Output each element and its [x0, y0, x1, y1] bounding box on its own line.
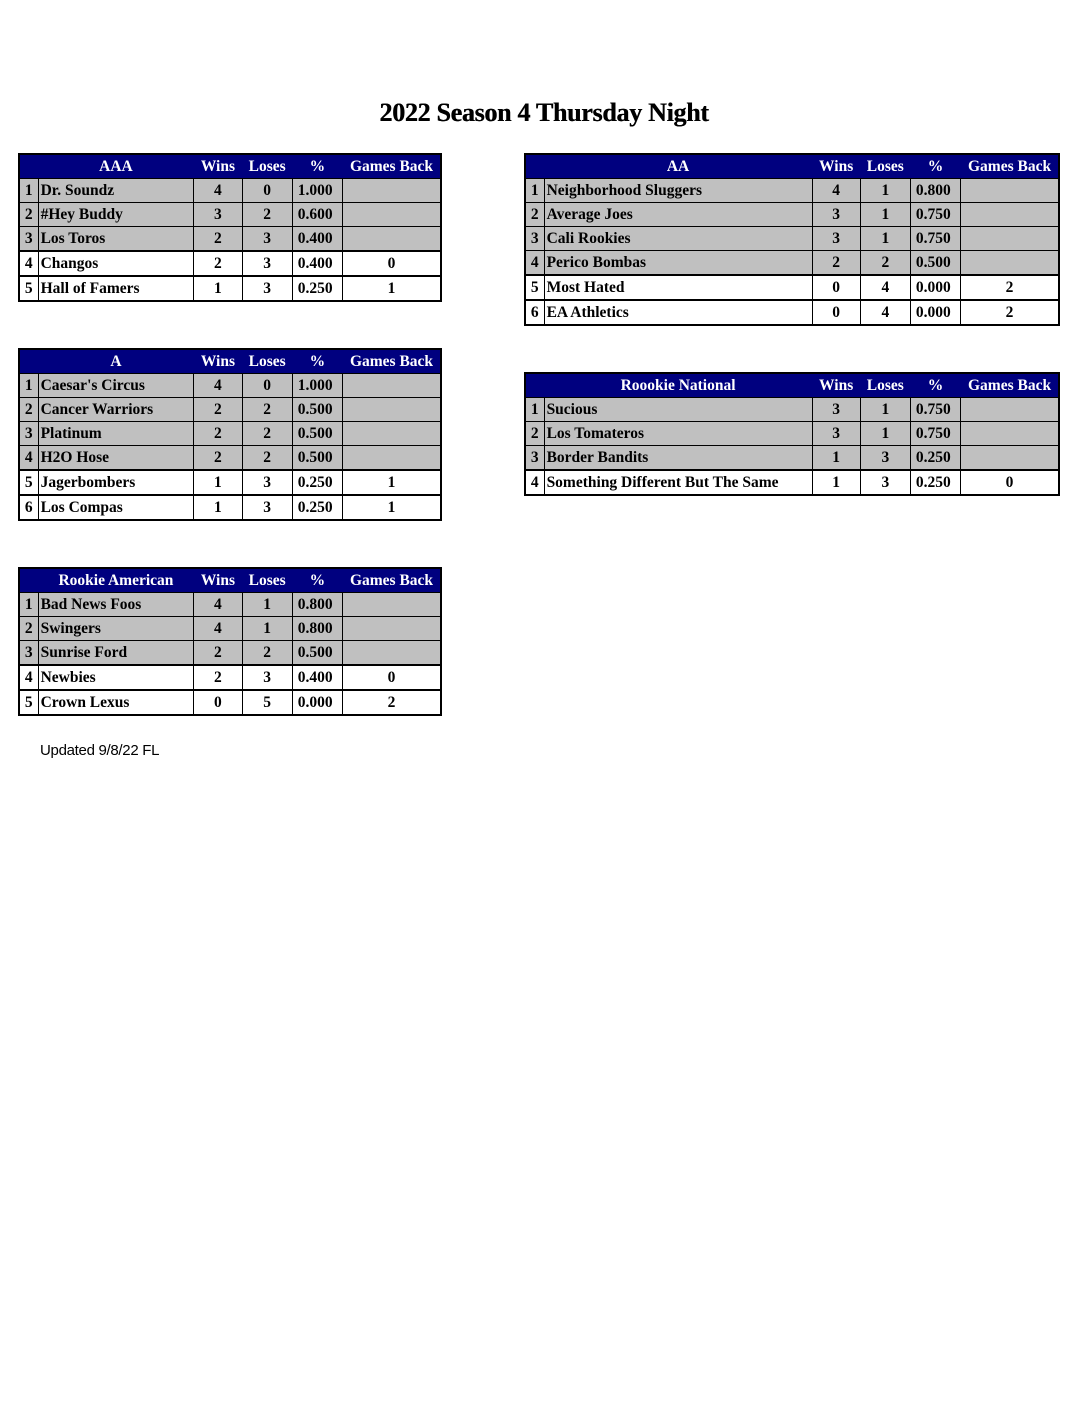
table-row: [525, 422, 1059, 446]
team-name-cell: #Hey Buddy: [38, 203, 194, 227]
pct-cell: 0.400: [292, 251, 342, 276]
standings-table-rookie-national: [524, 372, 1060, 496]
table-row: [19, 446, 441, 471]
pct-cell: 0.800: [292, 617, 342, 641]
wins-cell: 2: [194, 398, 242, 422]
rank-cell: 3: [525, 227, 544, 251]
pct-header: %: [292, 154, 342, 179]
loses-cell: 2: [242, 446, 292, 471]
wins-cell: 2: [194, 251, 242, 276]
rank-cell: 5: [525, 275, 544, 300]
games-back-cell: 1: [343, 470, 442, 495]
wins-cell: 2: [194, 641, 242, 666]
rank-cell: 4: [19, 446, 38, 471]
team-name-cell: Swingers: [38, 617, 194, 641]
pct-cell: 0.500: [292, 641, 342, 666]
loses-cell: 2: [242, 641, 292, 666]
table-row: [19, 227, 441, 252]
games-back-cell: [343, 179, 442, 203]
rank-header: [19, 349, 38, 374]
table-header-row: [525, 154, 1059, 179]
loses-header: Loses: [242, 568, 292, 593]
pct-cell: 0.800: [910, 179, 960, 203]
team-name-cell: Sunrise Ford: [38, 641, 194, 666]
team-name-cell: Crown Lexus: [38, 690, 194, 715]
games-back-cell: [961, 422, 1059, 446]
wins-cell: 4: [194, 617, 242, 641]
games-back-cell: [961, 398, 1059, 422]
table-row: [19, 495, 441, 520]
wins-header: Wins: [194, 154, 242, 179]
wins-cell: 3: [194, 203, 242, 227]
loses-cell: 2: [242, 203, 292, 227]
loses-cell: 0: [242, 179, 292, 203]
pct-cell: 0.250: [292, 276, 342, 301]
division-name: Roookie National: [544, 373, 812, 398]
team-name-cell: Caesar's Circus: [38, 374, 194, 398]
pct-cell: 0.750: [910, 398, 960, 422]
rank-cell: 5: [19, 276, 38, 301]
rank-cell: 4: [525, 251, 544, 276]
loses-cell: 2: [242, 398, 292, 422]
wins-cell: 0: [812, 275, 860, 300]
table-row: [525, 179, 1059, 203]
rank-cell: 2: [525, 203, 544, 227]
standings-table-aa: [524, 153, 1060, 326]
pct-header: %: [910, 154, 960, 179]
games-back-cell: [961, 227, 1059, 251]
pct-cell: 0.400: [292, 665, 342, 690]
team-name-cell: Los Toros: [38, 227, 194, 252]
loses-cell: 2: [860, 251, 910, 276]
rank-cell: 2: [19, 398, 38, 422]
wins-header: Wins: [194, 568, 242, 593]
table-row: [19, 593, 441, 617]
wins-cell: 1: [812, 470, 860, 495]
wins-cell: 2: [194, 665, 242, 690]
rank-cell: 1: [19, 179, 38, 203]
games-back-header: Games Back: [343, 154, 442, 179]
games-back-cell: 1: [343, 276, 442, 301]
division-name: AAA: [38, 154, 194, 179]
rank-cell: 1: [525, 398, 544, 422]
table-header-row: [19, 154, 441, 179]
division-name: AA: [544, 154, 812, 179]
team-name-cell: Cali Rookies: [544, 227, 812, 251]
table-row: [525, 203, 1059, 227]
team-name-cell: Platinum: [38, 422, 194, 446]
pct-cell: 0.500: [292, 422, 342, 446]
table-header-row: [19, 349, 441, 374]
wins-cell: 2: [812, 251, 860, 276]
standings-table-a: [18, 348, 442, 521]
division-name: A: [38, 349, 194, 374]
games-back-cell: [961, 203, 1059, 227]
rank-cell: 2: [19, 617, 38, 641]
wins-cell: 4: [194, 593, 242, 617]
table-row: [19, 665, 441, 690]
pct-cell: 0.000: [292, 690, 342, 715]
team-name-cell: EA Athletics: [544, 300, 812, 325]
team-name-cell: H2O Hose: [38, 446, 194, 471]
pct-cell: 0.800: [292, 593, 342, 617]
loses-cell: 4: [860, 275, 910, 300]
wins-cell: 4: [194, 179, 242, 203]
wins-cell: 3: [812, 398, 860, 422]
wins-cell: 0: [194, 690, 242, 715]
loses-header: Loses: [242, 349, 292, 374]
table-row: [525, 275, 1059, 300]
loses-cell: 3: [242, 251, 292, 276]
team-name-cell: Los Tomateros: [544, 422, 812, 446]
games-back-header: Games Back: [343, 568, 442, 593]
rank-cell: 4: [19, 665, 38, 690]
wins-header: Wins: [812, 154, 860, 179]
pct-cell: 0.750: [910, 422, 960, 446]
loses-cell: 1: [242, 593, 292, 617]
loses-cell: 1: [860, 203, 910, 227]
team-name-cell: Something Different But The Same: [544, 470, 812, 495]
table-row: [19, 203, 441, 227]
loses-header: Loses: [860, 373, 910, 398]
table-row: [19, 276, 441, 301]
loses-cell: 1: [860, 227, 910, 251]
table-row: [19, 617, 441, 641]
pct-cell: 0.500: [292, 446, 342, 471]
rank-cell: 3: [19, 641, 38, 666]
games-back-header: Games Back: [961, 154, 1059, 179]
rank-cell: 1: [19, 374, 38, 398]
wins-cell: 2: [194, 446, 242, 471]
division-name: Rookie American: [38, 568, 194, 593]
loses-cell: 1: [860, 398, 910, 422]
games-back-cell: [961, 251, 1059, 276]
wins-cell: 3: [812, 227, 860, 251]
rank-header: [19, 568, 38, 593]
games-back-cell: [961, 179, 1059, 203]
rank-cell: 4: [19, 251, 38, 276]
loses-cell: 3: [242, 495, 292, 520]
rank-cell: 1: [525, 179, 544, 203]
rank-header: [19, 154, 38, 179]
pct-cell: 0.250: [910, 446, 960, 471]
pct-cell: 0.250: [292, 495, 342, 520]
wins-cell: 1: [194, 276, 242, 301]
rank-cell: 6: [525, 300, 544, 325]
wins-cell: 3: [812, 203, 860, 227]
pct-header: %: [292, 349, 342, 374]
games-back-header: Games Back: [961, 373, 1059, 398]
loses-cell: 4: [860, 300, 910, 325]
table-row: [19, 690, 441, 715]
wins-header: Wins: [812, 373, 860, 398]
rank-cell: 3: [19, 227, 38, 252]
page-title: 2022 Season 4 Thursday Night: [379, 98, 709, 127]
table-row: [525, 300, 1059, 325]
loses-cell: 3: [860, 446, 910, 471]
games-back-cell: [343, 203, 442, 227]
rank-header: [525, 373, 544, 398]
pct-cell: 0.500: [292, 398, 342, 422]
table-row: [525, 251, 1059, 276]
pct-cell: 0.400: [292, 227, 342, 252]
loses-cell: 1: [860, 422, 910, 446]
loses-cell: 0: [242, 374, 292, 398]
games-back-cell: [343, 422, 442, 446]
pct-cell: 0.000: [910, 300, 960, 325]
updated-note: Updated 9/8/22 FL: [40, 742, 160, 759]
table-row: [19, 422, 441, 446]
wins-cell: 1: [194, 495, 242, 520]
loses-cell: 5: [242, 690, 292, 715]
games-back-cell: 2: [343, 690, 442, 715]
rank-cell: 4: [525, 470, 544, 495]
wins-cell: 2: [194, 422, 242, 446]
loses-header: Loses: [242, 154, 292, 179]
pct-cell: 0.600: [292, 203, 342, 227]
rank-cell: 1: [19, 593, 38, 617]
loses-cell: 1: [242, 617, 292, 641]
loses-cell: 3: [242, 276, 292, 301]
rank-cell: 5: [19, 690, 38, 715]
table-row: [525, 398, 1059, 422]
loses-cell: 3: [242, 470, 292, 495]
games-back-cell: [961, 446, 1059, 471]
team-name-cell: Hall of Famers: [38, 276, 194, 301]
team-name-cell: Newbies: [38, 665, 194, 690]
games-back-cell: [343, 398, 442, 422]
table-row: [525, 227, 1059, 251]
loses-header: Loses: [860, 154, 910, 179]
standings-table-rookie-american: [18, 567, 442, 716]
games-back-cell: [343, 641, 442, 666]
rank-cell: 3: [19, 422, 38, 446]
pct-header: %: [292, 568, 342, 593]
pct-cell: 0.750: [910, 203, 960, 227]
games-back-cell: [343, 617, 442, 641]
team-name-cell: Changos: [38, 251, 194, 276]
wins-cell: 4: [812, 179, 860, 203]
team-name-cell: Perico Bombas: [544, 251, 812, 276]
wins-cell: 4: [194, 374, 242, 398]
rank-cell: 3: [525, 446, 544, 471]
table-row: [19, 470, 441, 495]
team-name-cell: Los Compas: [38, 495, 194, 520]
table-row: [525, 446, 1059, 471]
table-row: [19, 641, 441, 666]
table-row: [19, 398, 441, 422]
games-back-cell: 2: [961, 275, 1059, 300]
table-row: [19, 374, 441, 398]
rank-cell: 2: [19, 203, 38, 227]
loses-cell: 2: [242, 422, 292, 446]
games-back-cell: [343, 593, 442, 617]
table-header-row: [525, 373, 1059, 398]
table-row: [525, 470, 1059, 495]
wins-cell: 0: [812, 300, 860, 325]
games-back-cell: [343, 374, 442, 398]
standings-table-aaa: [18, 153, 442, 302]
pct-cell: 0.500: [910, 251, 960, 276]
pct-cell: 0.250: [910, 470, 960, 495]
loses-cell: 3: [860, 470, 910, 495]
rank-cell: 6: [19, 495, 38, 520]
games-back-cell: [343, 446, 442, 471]
team-name-cell: Jagerbombers: [38, 470, 194, 495]
rank-cell: 2: [525, 422, 544, 446]
table-row: [19, 179, 441, 203]
table-header-row: [19, 568, 441, 593]
pct-cell: 1.000: [292, 374, 342, 398]
games-back-header: Games Back: [343, 349, 442, 374]
team-name-cell: Cancer Warriors: [38, 398, 194, 422]
team-name-cell: Dr. Soundz: [38, 179, 194, 203]
team-name-cell: Border Bandits: [544, 446, 812, 471]
rank-cell: 5: [19, 470, 38, 495]
loses-cell: 3: [242, 665, 292, 690]
team-name-cell: Neighborhood Sluggers: [544, 179, 812, 203]
loses-cell: 3: [242, 227, 292, 252]
games-back-cell: 0: [961, 470, 1059, 495]
games-back-cell: [343, 227, 442, 252]
wins-cell: 2: [194, 227, 242, 252]
team-name-cell: Bad News Foos: [38, 593, 194, 617]
games-back-cell: 0: [343, 251, 442, 276]
loses-cell: 1: [860, 179, 910, 203]
wins-cell: 1: [812, 446, 860, 471]
games-back-cell: 0: [343, 665, 442, 690]
games-back-cell: 1: [343, 495, 442, 520]
team-name-cell: Average Joes: [544, 203, 812, 227]
rank-header: [525, 154, 544, 179]
wins-header: Wins: [194, 349, 242, 374]
team-name-cell: Sucious: [544, 398, 812, 422]
wins-cell: 1: [194, 470, 242, 495]
team-name-cell: Most Hated: [544, 275, 812, 300]
pct-cell: 0.000: [910, 275, 960, 300]
games-back-cell: 2: [961, 300, 1059, 325]
pct-cell: 0.750: [910, 227, 960, 251]
table-row: [19, 251, 441, 276]
wins-cell: 3: [812, 422, 860, 446]
pct-header: %: [910, 373, 960, 398]
pct-cell: 0.250: [292, 470, 342, 495]
pct-cell: 1.000: [292, 179, 342, 203]
